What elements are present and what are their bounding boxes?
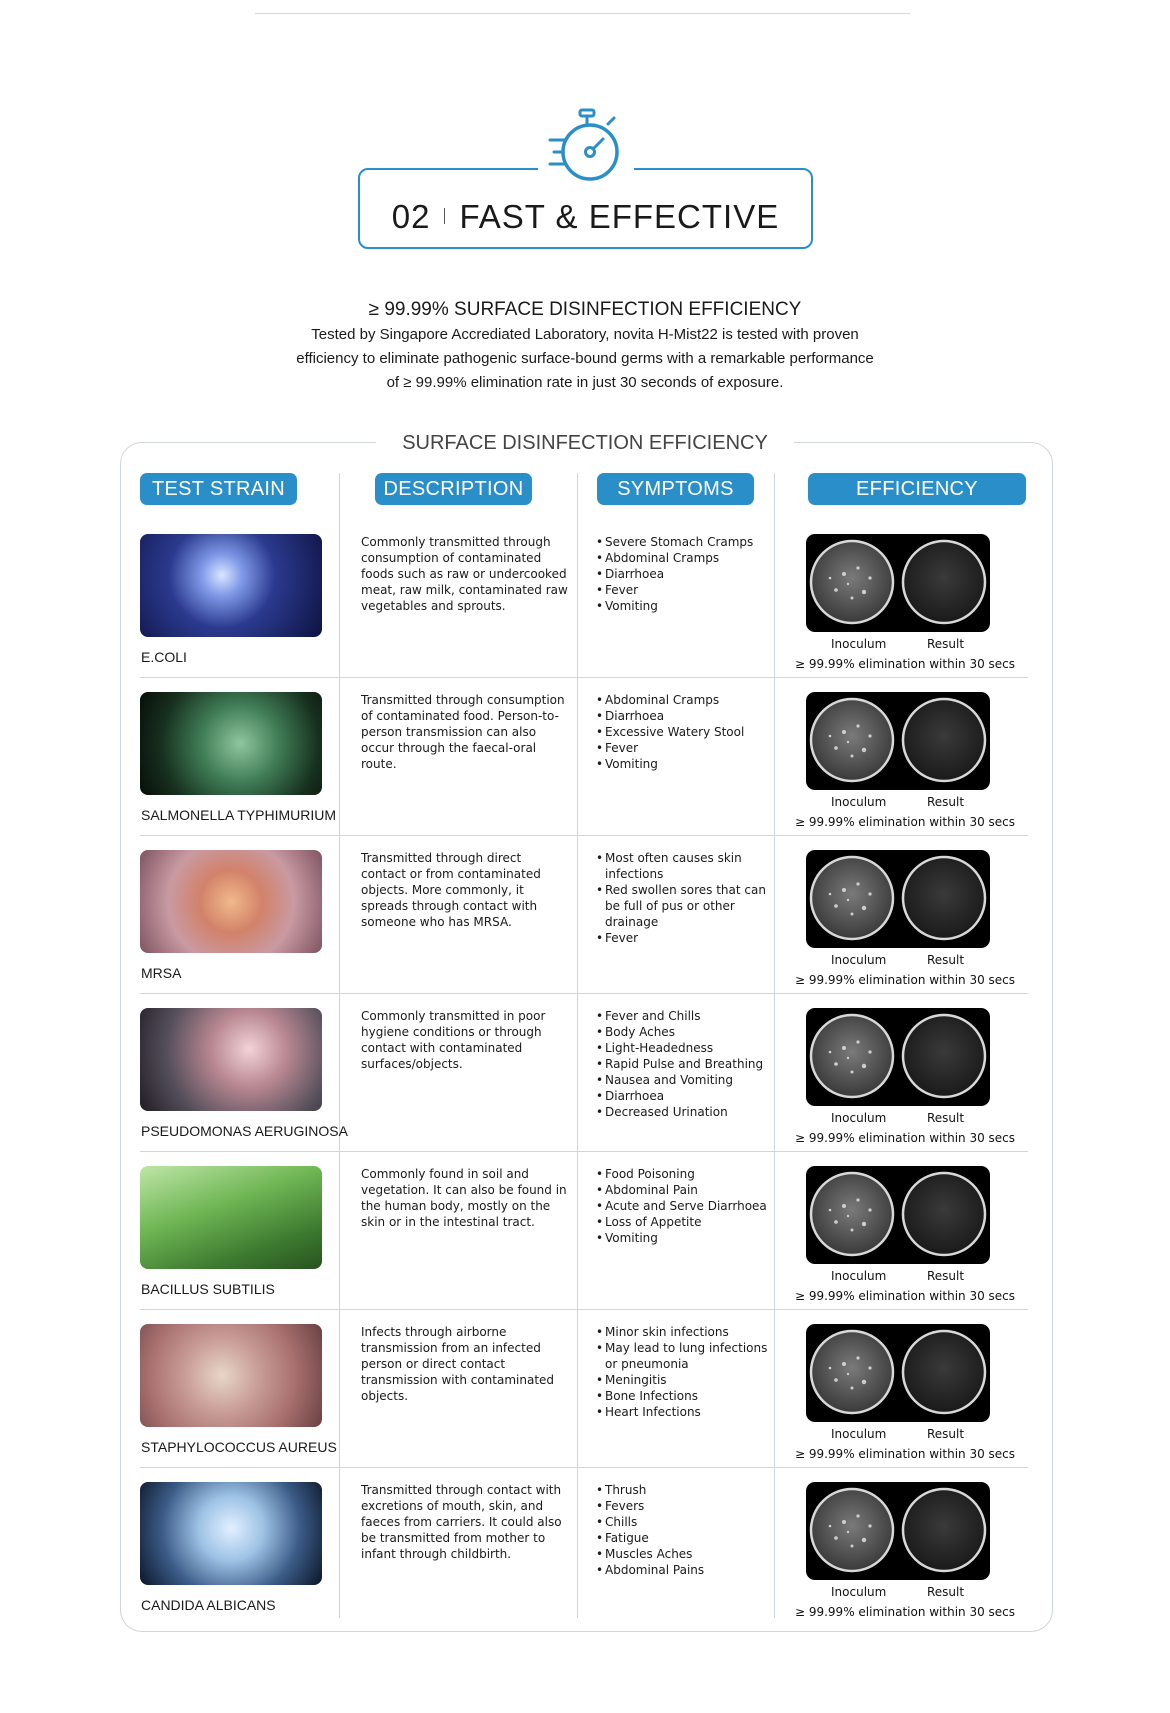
top-divider <box>255 13 910 14</box>
symptom-item: • Abdominal Cramps <box>594 550 774 566</box>
strain-image <box>140 1482 322 1585</box>
inoculum-dish <box>811 857 893 939</box>
symptom-item: • Heart Infections <box>594 1404 774 1420</box>
symptom-item: • Food Poisoning <box>594 1166 774 1182</box>
symptom-item: • Minor skin infections <box>594 1324 774 1340</box>
petri-dishes <box>806 1324 990 1422</box>
petri-dishes <box>806 1482 990 1580</box>
efficiency-result: ≥ 99.99% elimination within 30 secs <box>794 1131 1016 1145</box>
symptom-item: • Abdominal Pain <box>594 1182 774 1198</box>
symptom-item: • Decreased Urination <box>594 1104 774 1120</box>
header-efficiency: EFFICIENCY <box>808 473 1026 505</box>
stopwatch-icon <box>548 108 626 192</box>
symptom-item: • Most often causes skin infections <box>594 850 774 882</box>
row-divider <box>140 1467 1028 1468</box>
symptom-item: • Abdominal Pains <box>594 1562 774 1578</box>
symptom-item: • Fever <box>594 740 774 756</box>
result-label: Result <box>927 795 965 809</box>
strain-description: Transmitted through consumption of contaminated food. Person-to-person transmission can also occur through the faecal-oral route. <box>361 693 565 771</box>
inoculum-label: Inoculum <box>831 637 887 651</box>
symptom-item: • Diarrhoea <box>594 708 774 724</box>
row-divider <box>140 993 1028 994</box>
strain-name: PSEUDOMONAS AERUGINOSA <box>141 1123 348 1139</box>
efficiency-result: ≥ 99.99% elimination within 30 secs <box>794 1447 1016 1461</box>
petri-dish-photo <box>806 1482 990 1580</box>
section-number: 02 <box>391 198 431 235</box>
strain-name: CANDIDA ALBICANS <box>141 1597 276 1613</box>
symptom-item: • Vomiting <box>594 1230 774 1246</box>
symptom-item: • Abdominal Cramps <box>594 692 774 708</box>
inoculum-dish <box>811 699 893 781</box>
table-row <box>0 1473 1170 1631</box>
inoculum-dish <box>811 1173 893 1255</box>
petri-dish-photo <box>806 1008 990 1106</box>
strain-name: SALMONELLA TYPHIMURIUM <box>141 807 337 823</box>
result-label: Result <box>927 1427 965 1441</box>
result-label: Result <box>927 1585 965 1599</box>
petri-dish-photo <box>806 850 990 948</box>
symptom-item: • Fever and Chills <box>594 1008 774 1024</box>
petri-dishes <box>806 534 990 632</box>
intro-line: of ≥ 99.99% elimination rate in just 30 seconds of exposure. <box>386 374 784 391</box>
table-row <box>0 1315 1170 1473</box>
symptom-item: • Vomiting <box>594 756 774 772</box>
symptom-item: • Body Aches <box>594 1024 774 1040</box>
section-title <box>358 198 813 236</box>
result-dish <box>903 699 985 781</box>
efficiency-result: ≥ 99.99% elimination within 30 secs <box>794 1605 1016 1619</box>
petri-dishes <box>806 850 990 948</box>
table-row <box>0 683 1170 841</box>
petri-dish-photo <box>806 1324 990 1422</box>
result-dish <box>903 541 985 623</box>
symptom-item: • May lead to lung infections or pneumonia <box>594 1340 774 1372</box>
symptom-item: • Severe Stomach Cramps <box>594 534 774 550</box>
strain-image <box>140 692 322 795</box>
result-label: Result <box>927 953 965 967</box>
strain-image <box>140 1166 322 1269</box>
symptom-item: • Diarrhoea <box>594 1088 774 1104</box>
inoculum-label: Inoculum <box>831 1269 887 1283</box>
result-label: Result <box>927 1269 965 1283</box>
inoculum-label: Inoculum <box>831 795 887 809</box>
row-divider <box>140 1151 1028 1152</box>
petri-dish-photo <box>806 534 990 632</box>
table-title: SURFACE DISINFECTION EFFICIENCY <box>0 432 1170 455</box>
symptom-list <box>594 534 774 614</box>
section-title-text: FAST & EFFECTIVE <box>459 198 780 235</box>
symptom-item: • Bone Infections <box>594 1388 774 1404</box>
strain-name: STAPHYLOCOCCUS AUREUS <box>141 1439 337 1455</box>
headline: ≥ 99.99% SURFACE DISINFECTION EFFICIENCY <box>368 299 802 320</box>
result-dish <box>903 857 985 939</box>
intro-paragraph <box>275 323 895 395</box>
symptom-item: • Excessive Watery Stool <box>594 724 774 740</box>
inoculum-dish <box>811 1015 893 1097</box>
symptom-list <box>594 1008 774 1120</box>
strain-name: MRSA <box>141 965 182 981</box>
row-divider <box>140 835 1028 836</box>
strain-image <box>140 1324 322 1427</box>
inoculum-dish <box>811 1331 893 1413</box>
symptom-item: • Red swollen sores that can be full of pus or other drainage <box>594 882 774 930</box>
inoculum-dish <box>811 1489 893 1571</box>
symptom-item: • Fever <box>594 930 774 946</box>
efficiency-result: ≥ 99.99% elimination within 30 secs <box>794 973 1016 987</box>
inoculum-label: Inoculum <box>831 1111 887 1125</box>
header-test-strain: TEST STRAIN <box>140 473 297 505</box>
petri-dishes <box>806 1166 990 1264</box>
petri-dishes <box>806 1008 990 1106</box>
symptom-item: • Rapid Pulse and Breathing <box>594 1056 774 1072</box>
petri-dishes <box>806 692 990 790</box>
result-dish <box>903 1173 985 1255</box>
symptom-item: • Muscles Aches <box>594 1546 774 1562</box>
symptom-list <box>594 1324 774 1420</box>
result-label: Result <box>927 637 965 651</box>
result-label: Result <box>927 1111 965 1125</box>
table-row <box>0 999 1170 1157</box>
symptom-item: • Diarrhoea <box>594 566 774 582</box>
header-description: DESCRIPTION <box>375 473 532 505</box>
symptom-item: • Acute and Serve Diarrhoea <box>594 1198 774 1214</box>
symptom-list <box>594 850 774 946</box>
inoculum-dish <box>811 541 893 623</box>
strain-description: Commonly transmitted through consumption of contaminated foods such as raw or undercooked meat, raw milk, contaminated raw vegetables and sprouts. <box>361 535 568 613</box>
table-row <box>0 525 1170 683</box>
strain-description: Commonly found in soil and vegetation. It can also be found in the human body, mostly on the skin or in the intestinal tract. <box>361 1167 567 1229</box>
inoculum-label: Inoculum <box>831 1585 887 1599</box>
symptom-item: • Fevers <box>594 1498 774 1514</box>
symptom-item: • Light-Headedness <box>594 1040 774 1056</box>
header-symptoms: SYMPTOMS <box>597 473 754 505</box>
inoculum-label: Inoculum <box>831 1427 887 1441</box>
symptom-item: • Fatigue <box>594 1530 774 1546</box>
petri-dish-photo <box>806 692 990 790</box>
symptom-item: • Fever <box>594 582 774 598</box>
symptom-list <box>594 1482 774 1578</box>
strain-name: E.COLI <box>141 649 187 665</box>
table-row <box>0 841 1170 999</box>
intro-line: Tested by Singapore Accrediated Laboratory, novita H-Mist22 is tested with proven <box>311 326 859 343</box>
inoculum-label: Inoculum <box>831 953 887 967</box>
strain-description: Infects through airborne transmission from an infected person or direct contact transmission with contaminated objects. <box>361 1325 555 1403</box>
symptom-item: • Chills <box>594 1514 774 1530</box>
strain-description: Commonly transmitted in poor hygiene conditions or through contact with contaminated surfaces/objects. <box>361 1009 546 1071</box>
efficiency-result: ≥ 99.99% elimination within 30 secs <box>794 1289 1016 1303</box>
row-divider <box>140 677 1028 678</box>
strain-image <box>140 1008 322 1111</box>
efficiency-result: ≥ 99.99% elimination within 30 secs <box>794 657 1016 671</box>
strain-description: Transmitted through direct contact or from contaminated objects. More commonly, it spreads through contact with someone who has MRSA. <box>361 851 541 929</box>
result-dish <box>903 1015 985 1097</box>
symptom-list <box>594 1166 774 1246</box>
strain-description: Transmitted through contact with excretions of mouth, skin, and faeces from carriers. It could also be transmitted from mother to infant through childbirth. <box>361 1483 562 1561</box>
result-dish <box>903 1331 985 1413</box>
intro-line: efficiency to eliminate pathogenic surface-bound germs with a remarkable performance <box>296 350 874 367</box>
efficiency-result: ≥ 99.99% elimination within 30 secs <box>794 815 1016 829</box>
symptom-item: • Loss of Appetite <box>594 1214 774 1230</box>
symptom-item: • Meningitis <box>594 1372 774 1388</box>
strain-image <box>140 850 322 953</box>
symptom-item: • Vomiting <box>594 598 774 614</box>
table-row <box>0 1157 1170 1315</box>
strain-name: BACILLUS SUBTILIS <box>141 1281 275 1297</box>
result-dish <box>903 1489 985 1571</box>
petri-dish-photo <box>806 1166 990 1264</box>
symptom-item: • Nausea and Vomiting <box>594 1072 774 1088</box>
row-divider <box>140 1309 1028 1310</box>
strain-image <box>140 534 322 637</box>
symptom-list <box>594 692 774 772</box>
symptom-item: • Thrush <box>594 1482 774 1498</box>
